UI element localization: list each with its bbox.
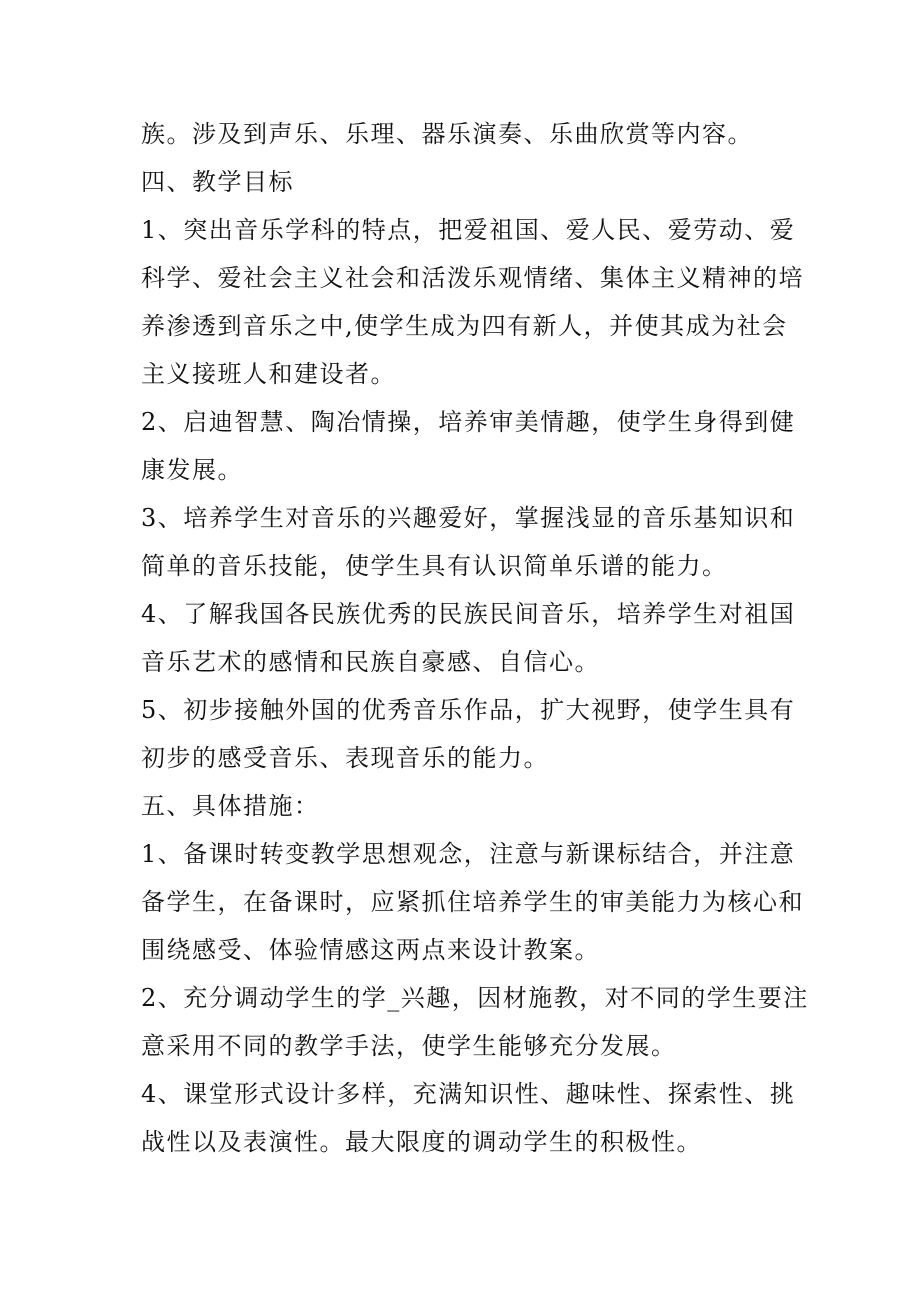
text-line: 简单的音乐技能，使学生具有认识简单乐谱的能力。: [141, 552, 728, 580]
section-heading-measures: 五、具体措施：: [141, 792, 320, 820]
text-line: 养渗透到音乐之中,使学生成为四有新人，并使其成为社会: [141, 312, 788, 340]
text-line: 2、启迪智慧、陶冶情操，培养审美情趣，使学生身得到健: [141, 408, 796, 436]
text-line: 康发展。: [141, 456, 243, 484]
text-line: 音乐艺术的感情和民族自豪感、自信心。: [141, 648, 600, 676]
text-line: 围绕感受、体验情感这两点来设计教案。: [141, 936, 600, 964]
text-line: 2、充分调动学生的学_兴趣，因材施教，对不同的学生要注: [141, 984, 809, 1012]
text-line: 3、培养学生对音乐的兴趣爱好，掌握浅显的音乐基知识和: [141, 504, 796, 532]
text-line: 4、了解我国各民族优秀的民族民间音乐，培养学生对祖国: [141, 600, 796, 628]
text-line: 5、初步接触外国的优秀音乐作品，扩大视野，使学生具有: [141, 696, 796, 724]
text-line: 4、课堂形式设计多样，充满知识性、趣味性、探索性、挑: [141, 1080, 796, 1108]
text-line: 族。涉及到声乐、乐理、器乐演奏、乐曲欣赏等内容。: [141, 120, 753, 148]
text-line: 战性以及表演性。最大限度的调动学生的积极性。: [141, 1128, 702, 1156]
text-line: 1、突出音乐学科的特点，把爱祖国、爱人民、爱劳动、爱: [141, 216, 796, 244]
section-heading-teaching-goals: 四、教学目标: [141, 168, 294, 196]
text-line: 科学、爱社会主义社会和活泼乐观情绪、集体主义精神的培: [141, 264, 804, 292]
text-line: 备学生，在备课时，应紧抓住培养学生的审美能力为核心和: [141, 888, 804, 916]
text-line: 主义接班人和建设者。: [141, 360, 396, 388]
text-line: 初步的感受音乐、表现音乐的能力。: [141, 744, 549, 772]
text-line: 意采用不同的教学手法，使学生能够充分发展。: [141, 1032, 677, 1060]
document-body: [141, 110, 809, 1166]
text-line: 1、备课时转变教学思想观念，注意与新课标结合，并注意: [141, 840, 796, 868]
